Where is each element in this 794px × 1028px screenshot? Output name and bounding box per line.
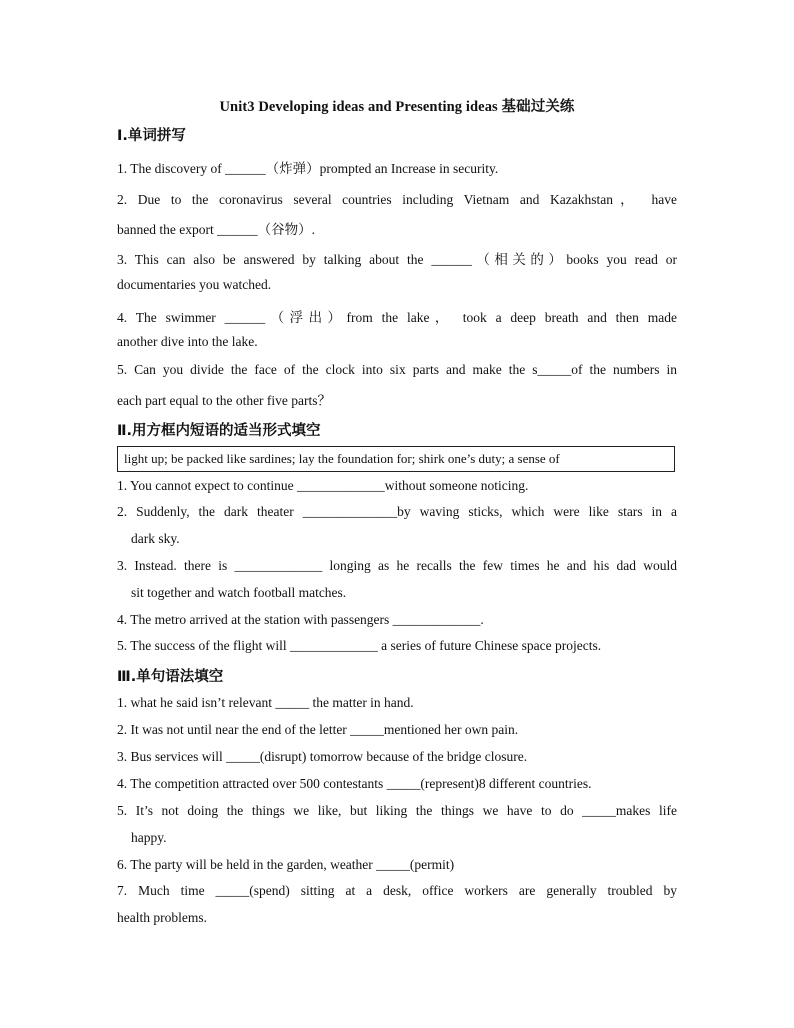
- s1-question-5-line-2: each part equal to the other five parts？: [117, 393, 332, 408]
- section-1-heading: Ⅰ.单词拼写: [117, 128, 186, 144]
- s1-question-4-line-2: another dive into the lake.: [117, 334, 258, 349]
- s2-question-3-line-2: sit together and watch football matches.: [131, 585, 347, 600]
- s3-question-5-line-2: happy.: [131, 830, 167, 845]
- s3-question-2: 2. It was not until near the end of the letter _____mentioned her own pain.: [117, 722, 519, 737]
- s3-question-5-line-1: 5. It’s not doing the things we like, but liking the things we have to do _____makes life: [117, 803, 677, 818]
- s2-question-5: 5. The success of the flight will _____________ a series of future Chinese space projects.: [117, 638, 602, 653]
- s2-question-4: 4. The metro arrived at the station with passengers _____________.: [117, 612, 484, 627]
- section-2-heading: Ⅱ.用方框内短语的适当形式填空: [117, 423, 321, 439]
- s3-question-3: 3. Bus services will _____(disrupt) tomorrow because of the bridge closure.: [117, 749, 528, 764]
- s2-question-3-line-1: 3. Instead. there is _____________ longing as he recalls the few times he and his dad would: [117, 558, 677, 573]
- s2-question-2-line-2: dark sky.: [131, 531, 180, 546]
- s1-question-4-line-1: 4. The swimmer ______（浮出）from the lake， took a deep breath and then made: [117, 310, 677, 325]
- s1-question-2-line-2: banned the export ______（谷物）.: [117, 222, 315, 237]
- s1-question-5-line-1: 5. Can you divide the face of the clock into six parts and make the s_____of the numbers in: [117, 362, 677, 377]
- s3-question-6: 6. The party will be held in the garden, weather _____(permit): [117, 857, 455, 872]
- s2-question-1: 1. You cannot expect to continue _____________without someone noticing.: [117, 478, 529, 493]
- s3-question-7-line-2: health problems.: [117, 910, 207, 925]
- s3-question-7-line-1: 7. Much time _____(spend) sitting at a desk, office workers are generally troubled by: [117, 883, 677, 898]
- section-3-heading: Ⅲ.单句语法填空: [117, 669, 224, 685]
- s1-question-2-line-1: 2. Due to the coronavirus several countries including Vietnam and Kazakhstan， have: [117, 192, 677, 207]
- s3-question-1: 1. what he said isn’t relevant _____ the matter in hand.: [117, 695, 414, 710]
- s3-question-4: 4. The competition attracted over 500 contestants _____(represent)8 different countries.: [117, 776, 592, 791]
- s1-question-3-line-1: 3. This can also be answered by talking about the ______（相关的）books you read or: [117, 252, 677, 267]
- s2-question-2-line-1: 2. Suddenly, the dark theater ______________by waving sticks, which were like stars in a: [117, 504, 677, 519]
- page-title: Unit3 Developing ideas and Presenting ideas 基础过关练: [219, 99, 575, 115]
- phrase-box: light up; be packed like sardines; lay the foundation for; shirk one’s duty; a sense of: [117, 446, 675, 472]
- s1-question-1: 1. The discovery of ______（炸弹）prompted an Increase in security.: [117, 161, 499, 176]
- s1-question-3-line-2: documentaries you watched.: [117, 277, 272, 292]
